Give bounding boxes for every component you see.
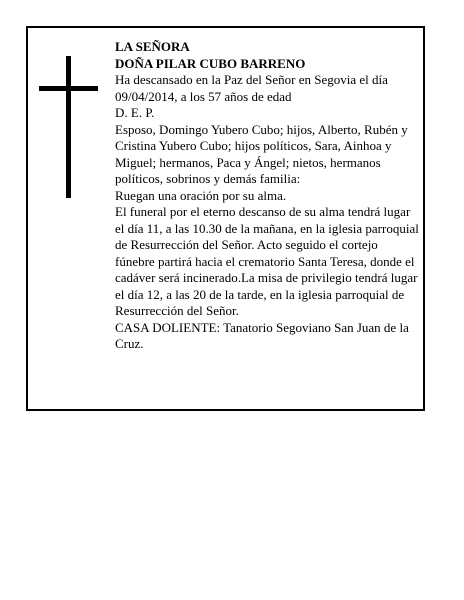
obituary-notice: [26, 26, 425, 411]
cross-icon-bar: [39, 86, 98, 91]
notice-text: [115, 39, 420, 353]
notice-heading: LA SEÑORA: [115, 39, 190, 54]
family-list: Esposo, Domingo Yubero Cubo; hijos, Alberto, Rubén y Cristina Yubero Cubo; hijos políticos, Sara, Ainhoa y Miguel; hermanos, Paca y Ángel; nietos, hermanos políticos, sobrinos y demás familia:: [115, 121, 408, 186]
funeral-details: El funeral por el eterno descanso de su alma tendrá lugar el día 11, a las 10.30 de la mañana, en la iglesia parroquial de Resurrección del Señor. Acto seguido el cortejo fúnebre partirá hacia el crematorio Santa Teresa, donde el cadáver será incinerado.La misa de privilegio tendrá lugar el día 12, a las 20 de la tarde, en la iglesia parroquial de Resurrección del Señor.: [115, 204, 419, 318]
casa-doliente: CASA DOLIENTE: Tanatorio Segoviano San Juan de la Cruz.: [115, 319, 409, 351]
prayer-request: Ruegan una oración por su alma.: [115, 187, 287, 203]
dep-line: D. E. P.: [115, 105, 155, 120]
death-statement: Ha descansado en la Paz del Señor en Segovia el día 09/04/2014, a los 57 años de edad: [115, 72, 388, 104]
deceased-name: DOÑA PILAR CUBO BARRENO: [115, 55, 306, 71]
cross-icon: [66, 56, 71, 198]
